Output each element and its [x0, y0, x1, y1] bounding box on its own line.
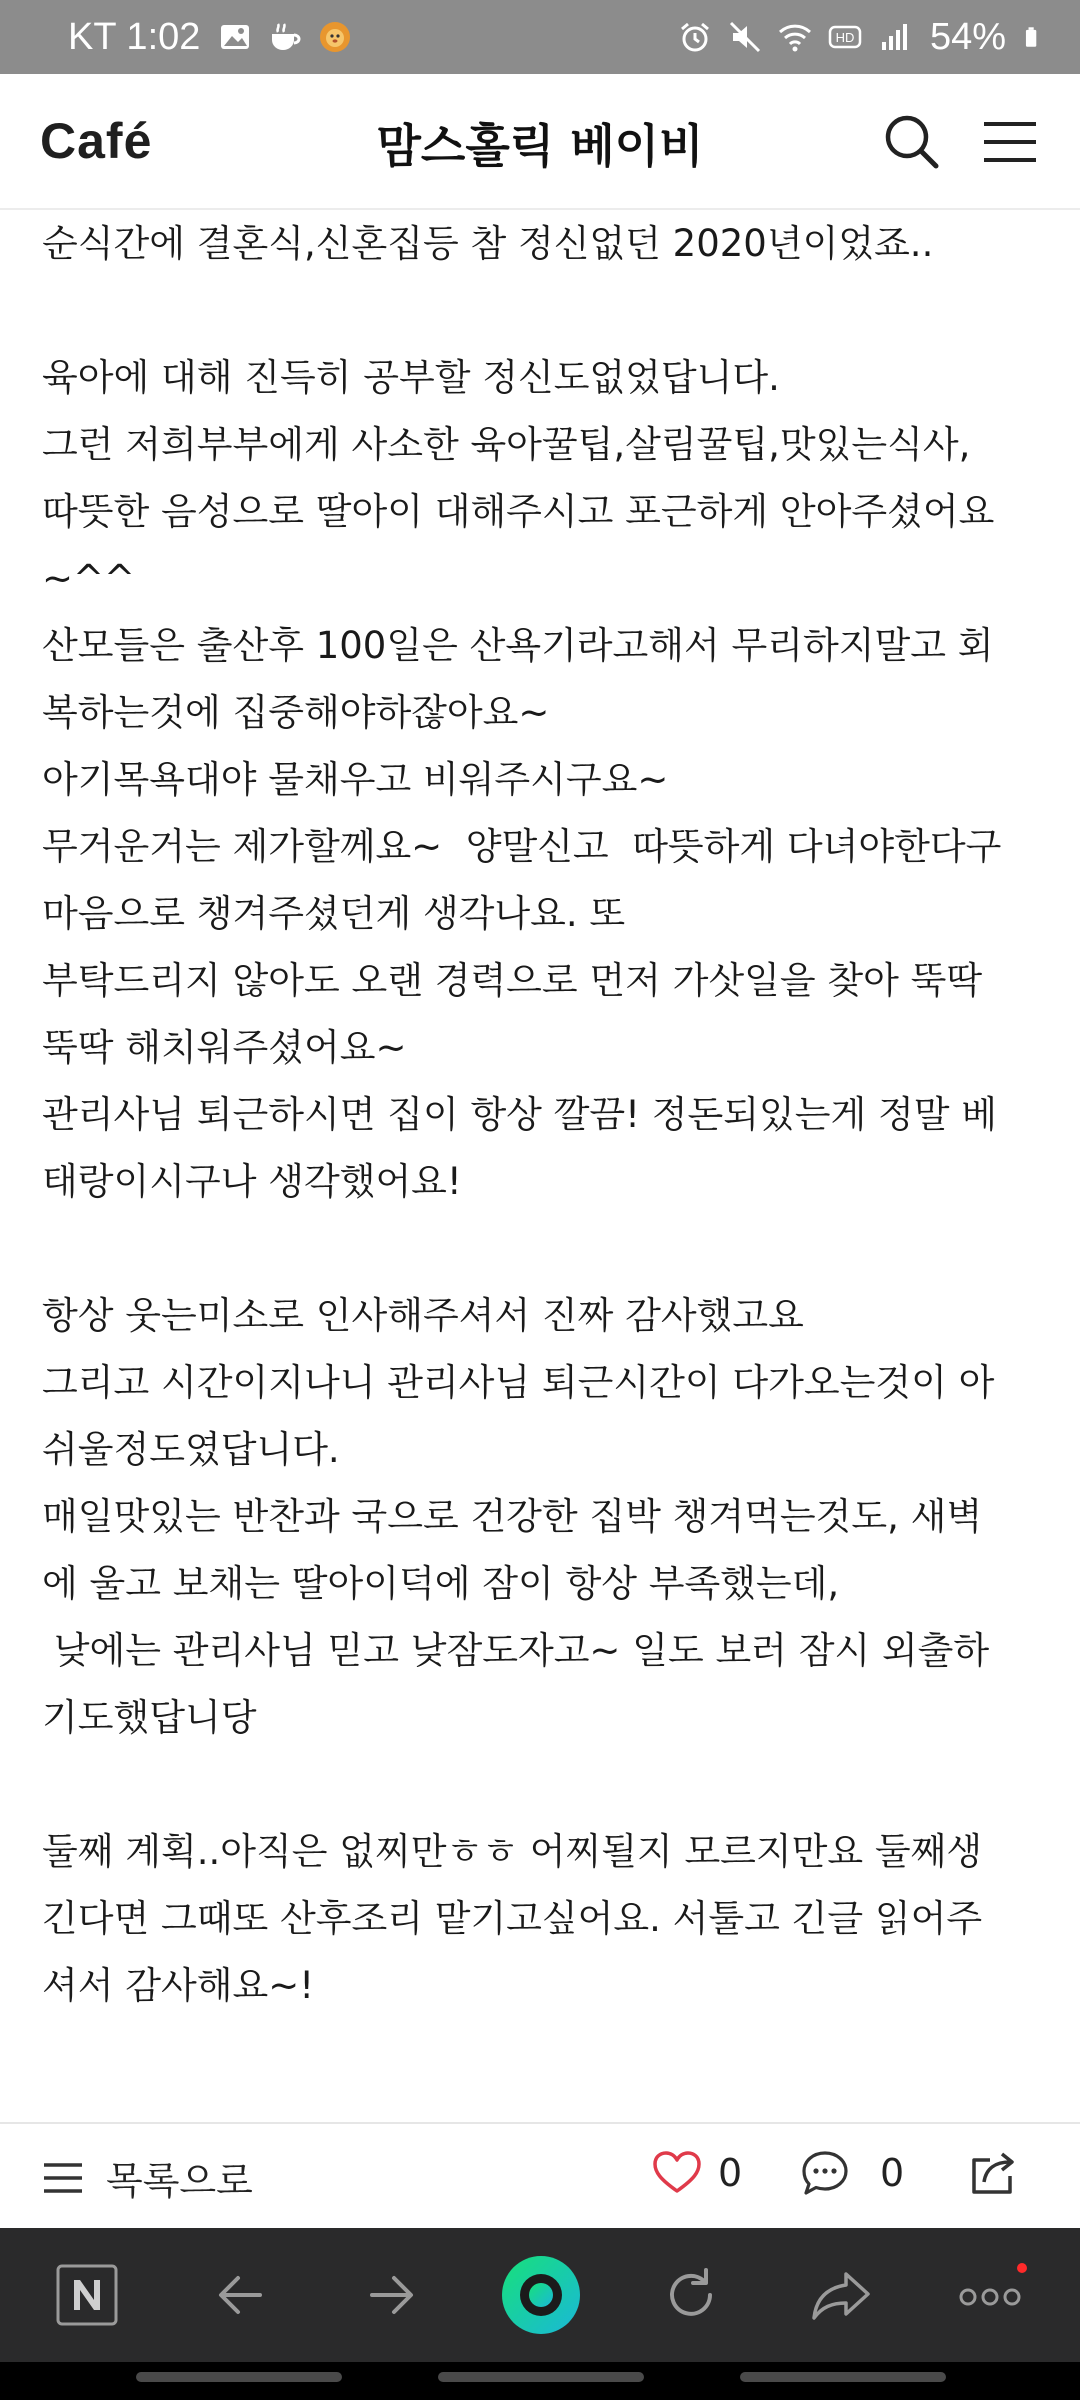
article-line: 관리사님 퇴근하시면 집이 항상 깔끔! 정돈되있는게 정말 베	[42, 1093, 997, 1136]
article-line: 복하는것에 집중해야하잖아요~	[42, 691, 550, 734]
app-header	[0, 74, 1080, 210]
article-line: 육아에 대해 진득히 공부할 정신도없었답니다.	[42, 356, 780, 399]
lion-app-icon	[318, 20, 352, 54]
svg-text:HD: HD	[835, 30, 855, 45]
article-line: 낮에는 관리사님 믿고 낮잠도자고~ 일도 보러 잠시 외출하	[42, 1629, 990, 1672]
article-line: 그런 저희부부에게 사소한 육아꿀팁,살림꿀팁,맛있는식사,	[42, 423, 971, 466]
status-right	[678, 16, 1046, 59]
back-arrow-icon[interactable]	[208, 2262, 274, 2328]
blank-line	[42, 1215, 1042, 1282]
browser-nav-bar	[0, 2228, 1080, 2362]
mute-icon	[728, 20, 762, 54]
article-line: 그리고 시간이지나니 관리사님 퇴근시간이 다가오는것이 아	[42, 1361, 995, 1404]
gesture-pill-center[interactable]	[438, 2372, 644, 2382]
naver-n-icon[interactable]	[54, 2262, 120, 2328]
heart-icon	[652, 2148, 702, 2198]
notification-icons	[218, 20, 352, 54]
cafe-logo[interactable]: Café	[40, 113, 153, 169]
article-line: 둘째 계획..아직은 없찌만ㅎㅎ 어찌될지 모르지만요 둘째생	[42, 1830, 983, 1873]
gesture-pill-right[interactable]	[740, 2372, 946, 2382]
comment-icon	[800, 2148, 850, 2198]
article-line: 무거운거는 제가할께요~ 양말신고 따뜻하게 다녀야한다구	[42, 825, 1002, 868]
comment-count: 0	[880, 2151, 905, 2195]
alarm-icon	[678, 20, 712, 54]
system-icons	[678, 20, 912, 54]
list-icon	[42, 2157, 84, 2199]
blank-line	[42, 277, 1042, 344]
article-line: ~^^	[42, 557, 136, 600]
article-body	[42, 210, 1042, 2019]
article-line: 뚝딱 해치워주셨어요~	[42, 1026, 407, 1069]
article-line: 항상 웃는미소로 인사해주셔서 진짜 감사했고요	[42, 1294, 804, 1337]
share-icon[interactable]	[966, 2146, 1020, 2200]
article-line: 순식간에 결혼식,신혼집등 참 정신없던 2020년이었죠..	[42, 222, 934, 265]
article-action-bar	[0, 2122, 1080, 2228]
article-line: 태랑이시구나 생각했어요!	[42, 1160, 462, 1203]
status-carrier-time: KT 1:02	[68, 15, 201, 58]
article-line: 쉬울정도였답니다.	[42, 1428, 340, 1471]
share-arrow-icon[interactable]	[808, 2262, 874, 2328]
blank-line	[42, 1751, 1042, 1818]
green-dot-home-icon[interactable]	[500, 2254, 582, 2336]
refresh-icon[interactable]	[658, 2262, 724, 2328]
forward-arrow-icon[interactable]	[358, 2262, 424, 2328]
hd-voice-icon	[828, 20, 862, 54]
search-icon[interactable]	[880, 110, 944, 174]
article-line: 마음으로 챙겨주셨던게 생각나요. 또	[42, 892, 626, 935]
article-line: 매일맛있는 반찬과 국으로 건강한 집박 챙겨먹는것도, 새벽	[42, 1495, 983, 1538]
article-line: 에 울고 보채는 딸아이덕에 잠이 항상 부족했는데,	[42, 1562, 840, 1605]
article-line: 따뜻한 음성으로 딸아이 대해주시고 포근하게 안아주셨어요	[42, 490, 995, 533]
article-line: 셔서 감사해요~!	[42, 1964, 315, 2007]
back-to-list-button[interactable]	[42, 2150, 253, 2205]
system-gesture-bar	[0, 2362, 1080, 2400]
status-left	[68, 16, 352, 59]
like-button[interactable]	[652, 2148, 742, 2198]
article-line: 부탁드리지 않아도 오랜 경력으로 먼저 가삿일을 찾아 뚝딱	[42, 959, 983, 1002]
article-line: 긴다면 그때또 산후조리 맡기고싶어요. 서툴고 긴글 읽어주	[42, 1897, 983, 1940]
signal-icon	[878, 20, 912, 54]
article-line: 기도했답니당	[42, 1696, 257, 1739]
gesture-pill-left[interactable]	[136, 2372, 342, 2382]
article-line: 아기목욕대야 물채우고 비워주시구요~	[42, 758, 669, 801]
battery-icon	[1024, 20, 1046, 54]
cafe-cup-icon	[268, 20, 302, 54]
comment-button[interactable]	[800, 2148, 904, 2198]
status-bar	[0, 0, 1080, 74]
page-title[interactable]: 맘스홀릭 베이비	[376, 119, 704, 173]
menu-icon[interactable]	[978, 110, 1042, 174]
battery-percent: 54%	[929, 15, 1006, 58]
like-count: 0	[718, 2151, 743, 2195]
wifi-icon	[778, 20, 812, 54]
back-to-list-label: 목록으로	[106, 2159, 253, 2203]
more-icon[interactable]	[956, 2262, 1028, 2328]
gallery-icon	[218, 20, 252, 54]
article-line: 산모들은 출산후 100일은 산욕기라고해서 무리하지말고 회	[42, 624, 994, 667]
